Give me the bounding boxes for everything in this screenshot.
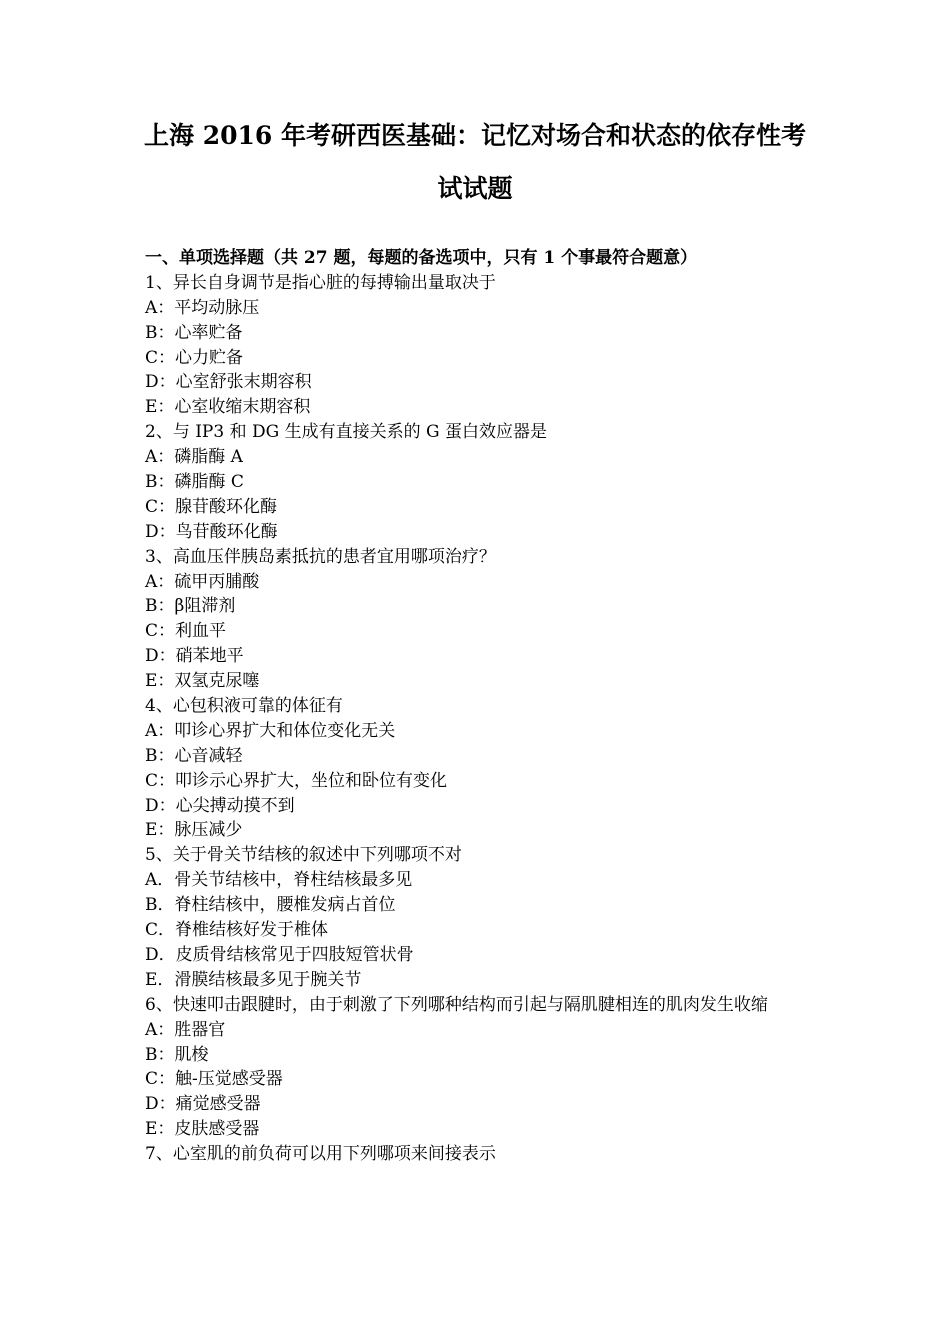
question-2 bbox=[145, 420, 815, 544]
option-b: B：磷脂酶 C bbox=[145, 472, 244, 493]
question-stem: 1、异长自身调节是指心脏的每搏输出量取决于 bbox=[145, 272, 496, 293]
option-e: E．滑膜结核最多见于腕关节 bbox=[145, 969, 362, 990]
question-6 bbox=[145, 993, 815, 1142]
option-c: C：利血平 bbox=[145, 621, 227, 642]
question-stem: 3、高血压伴胰岛素抵抗的患者宜用哪项治疗？ bbox=[145, 546, 496, 567]
option-b: B：心音减轻 bbox=[145, 745, 243, 766]
question-stem: 4、心包积液可靠的体征有 bbox=[145, 696, 343, 717]
option-a: A：胜器官 bbox=[145, 1019, 226, 1040]
option-d: D：硝苯地平 bbox=[145, 646, 244, 667]
option-c: C：叩诊示心界扩大，坐位和卧位有变化 bbox=[145, 770, 448, 791]
option-b: B．脊柱结核中，腰椎发病占首位 bbox=[145, 895, 396, 916]
option-d: D：心室舒张末期容积 bbox=[145, 372, 312, 393]
option-d: D：心尖搏动摸不到 bbox=[145, 795, 295, 816]
question-stem: 7、心室肌的前负荷可以用下列哪项来间接表示 bbox=[145, 1144, 496, 1165]
question-5 bbox=[145, 843, 815, 992]
question-1 bbox=[145, 271, 815, 420]
question-4 bbox=[145, 694, 815, 843]
option-d: D．皮质骨结核常见于四肢短管状骨 bbox=[145, 944, 414, 965]
option-a: A．骨关节结核中，脊柱结核最多见 bbox=[145, 870, 413, 891]
option-c: C：心力贮备 bbox=[145, 347, 244, 368]
option-a: A：磷脂酶 A bbox=[145, 447, 243, 468]
option-a: A：硫甲丙脯酸 bbox=[145, 571, 260, 592]
option-d: D：痛觉感受器 bbox=[145, 1094, 261, 1115]
section-header: 一、单项选择题（共 27 题，每题的备选项中，只有 1 个事最符合题意） bbox=[145, 248, 698, 268]
option-c: C．脊椎结核好发于椎体 bbox=[145, 920, 329, 941]
document-body bbox=[145, 246, 815, 1167]
option-a: A：叩诊心界扩大和体位变化无关 bbox=[145, 720, 396, 741]
option-a: A：平均动脉压 bbox=[145, 297, 260, 318]
option-c: C：触-压觉感受器 bbox=[145, 1069, 283, 1090]
question-stem: 5、关于骨关节结核的叙述中下列哪项不对 bbox=[145, 845, 462, 866]
option-e: E：脉压减少 bbox=[145, 820, 243, 841]
option-b: B：肌梭 bbox=[145, 1044, 209, 1065]
option-b: B：心率贮备 bbox=[145, 322, 243, 343]
question-stem: 2、与 IP3 和 DG 生成有直接关系的 G 蛋白效应器是 bbox=[145, 422, 547, 443]
document-title-line-1: 上海 2016 年考研西医基础：记忆对场合和状态的依存性考 bbox=[144, 121, 806, 150]
option-e: E：心室收缩末期容积 bbox=[145, 397, 311, 418]
option-d: D：鸟苷酸环化酶 bbox=[145, 521, 278, 542]
question-3 bbox=[145, 545, 815, 694]
question-7 bbox=[145, 1142, 815, 1167]
option-e: E：双氢克尿噻 bbox=[145, 671, 260, 692]
option-c: C：腺苷酸环化酶 bbox=[145, 496, 278, 517]
question-stem: 6、快速叩击跟腱时，由于刺激了下列哪种结构而引起与隔肌腱相连的肌肉发生收缩 bbox=[145, 994, 768, 1015]
option-b: B：β阻滞剂 bbox=[145, 596, 236, 617]
document-title-line-2: 试试题 bbox=[437, 174, 513, 203]
option-e: E：皮肤感受器 bbox=[145, 1119, 260, 1140]
